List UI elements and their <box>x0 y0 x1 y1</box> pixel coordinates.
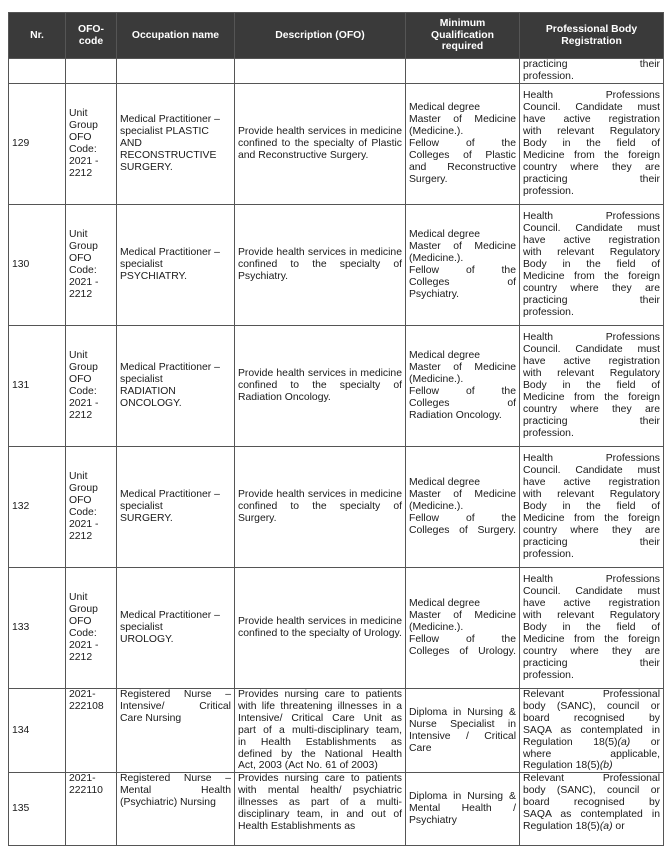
qualification-line: Colleges of <box>409 276 516 288</box>
qualification-line: Master of Medicine <box>409 489 516 501</box>
occupation-line: Registered Nurse – <box>120 689 231 700</box>
registration-line: Health Professions <box>523 332 660 344</box>
code-line: Unit <box>69 229 88 241</box>
registration-line: country where they are <box>523 282 660 294</box>
header-ofo-code: OFO- code <box>66 13 117 59</box>
code-line: Code: <box>69 265 97 276</box>
header-occupation-name: Occupation name <box>117 13 235 59</box>
cell-nr: 130 <box>9 205 66 326</box>
cell-occupation <box>117 326 235 447</box>
qualification-line: (Medicine.). <box>409 374 464 386</box>
registration-line: profession. <box>523 306 574 318</box>
cell-registration <box>520 568 664 689</box>
cell-description: Provide health services in medicine confined to the specialty of Psychiatry. <box>235 205 406 326</box>
cell-description <box>235 689 406 773</box>
registration-line: board recognised by <box>523 712 660 724</box>
registration-line: Body in the field of <box>523 259 660 271</box>
registration-line: Body in the field of <box>523 501 660 513</box>
code-line: Group <box>69 604 98 616</box>
cell-description: Provide health services in medicine confined to the specialty of Plastic and Reconstructive Surgery. <box>235 84 406 205</box>
registration-line: profession. <box>523 548 574 560</box>
registration-line: Regulation 18(5)(a) or <box>523 820 625 832</box>
header-professional-body: Professional Body Registration <box>520 13 664 59</box>
occupation-line: Medical Practitioner – <box>120 610 220 622</box>
description-line: with mental health/ psychiatric <box>238 785 402 797</box>
cell-occupation <box>117 689 235 773</box>
cell-registration <box>520 59 664 84</box>
table-row <box>9 773 664 846</box>
cell-nr: 132 <box>9 447 66 568</box>
registration-line: where applicable, <box>523 748 660 760</box>
registration-line: have active registration <box>523 477 660 489</box>
registration-line: have active registration <box>523 598 660 610</box>
description-line: defined by the National Health <box>238 748 402 760</box>
qualification-line: Fellow of the <box>409 512 516 524</box>
description-line: in Health Establishments as <box>238 736 402 748</box>
code-line: Group <box>69 483 98 495</box>
registration-line: Body in the field of <box>523 622 660 634</box>
qualification-line: Medical degree <box>409 102 481 114</box>
registration-line: profession. <box>523 185 574 197</box>
registration-line: country where they are <box>523 403 660 415</box>
code-line: Group <box>69 362 98 374</box>
description-line: with life threatening illnesses in a <box>238 700 402 712</box>
description-line: Provides nursing care to patients <box>238 773 402 785</box>
registration-line: Health Professions <box>523 211 660 223</box>
registration-line: Body in the field of <box>523 380 660 392</box>
code-line: 2212 <box>69 651 93 663</box>
qualification-line: Diploma in Nursing & <box>409 706 516 718</box>
code-line: 2021 - <box>69 518 99 530</box>
description-line: Act, 2003 (Act No. 61 of 2003) <box>238 760 378 772</box>
code-line: 2021 - <box>69 276 99 288</box>
registration-line: Council. Candidate must <box>523 465 660 477</box>
qualification-line: Nurse Specialist in <box>409 718 516 730</box>
code-line: 2212 <box>69 167 93 179</box>
cell-nr: 131 <box>9 326 66 447</box>
cell-code <box>66 84 117 205</box>
occupation-line: SURGERY. <box>120 512 173 524</box>
code-line: 2212 <box>69 288 93 300</box>
occupation-line: (Psychiatric) Nursing <box>120 797 216 809</box>
occupation-line: specialist PLASTIC <box>120 126 209 138</box>
cell-qualification <box>406 84 520 205</box>
cell-description: Provide health services in medicine confined to the specialty of Radiation Oncology. <box>235 326 406 447</box>
registration-line: practicing their <box>523 59 660 71</box>
header-row <box>9 13 664 59</box>
cell-code <box>66 773 117 846</box>
qualification-line: Care <box>409 742 432 754</box>
code-line: Unit <box>69 471 88 483</box>
registration-line: country where they are <box>523 161 660 173</box>
occupation-line: AND <box>120 138 142 150</box>
qualification-line: Intensive / Critical <box>409 730 516 742</box>
code-line: 2021- <box>69 689 96 700</box>
cell-qualification <box>406 326 520 447</box>
occupation-line: specialist <box>120 259 163 271</box>
registration-line: Relevant Professional <box>523 773 660 785</box>
description-line: Intensive/ Critical Care Unit as <box>238 712 402 724</box>
qualification-line: Mental Health / <box>409 803 516 815</box>
registration-line: Medicine from the foreign <box>523 512 660 524</box>
qualification-line: Colleges of <box>409 397 516 409</box>
cell-qualification <box>406 568 520 689</box>
qualification-line: Master of Medicine <box>409 610 516 622</box>
occupation-line: SURGERY. <box>120 161 173 173</box>
registration-line: Health Professions <box>523 574 660 586</box>
qualification-line: (Medicine.). <box>409 126 464 138</box>
qualification-line: Colleges of Urology. <box>409 645 516 657</box>
code-line: 2021 - <box>69 155 99 167</box>
registration-line: with relevant Regulatory <box>523 368 660 380</box>
registration-line: Relevant Professional <box>523 689 660 700</box>
occupation-line: PSYCHIATRY. <box>120 270 187 282</box>
registration-line: SAQA as contemplated in <box>523 724 660 736</box>
qualification-line: Radiation Oncology. <box>409 409 502 421</box>
cell-occupation <box>117 447 235 568</box>
header-description: Description (OFO) <box>235 13 406 59</box>
code-line: Code: <box>69 507 97 518</box>
table-row <box>9 205 664 326</box>
qualification-line: Psychiatry <box>409 815 457 827</box>
cell-qualification <box>406 205 520 326</box>
occupation-line: Medical Practitioner – <box>120 114 220 126</box>
occupation-line: ONCOLOGY. <box>120 397 182 409</box>
cell-registration <box>520 205 664 326</box>
cell-code <box>66 689 117 773</box>
table-row <box>9 447 664 568</box>
registration-line: Regulation 18(5)(b) <box>523 760 613 772</box>
registration-line: Council. Candidate must <box>523 102 660 114</box>
registration-line: practicing their <box>523 536 660 548</box>
registration-line: Council. Candidate must <box>523 344 660 356</box>
code-line: 222110 <box>69 785 103 797</box>
table-row <box>9 326 664 447</box>
registration-line: Regulation 18(5)(a) or <box>523 736 660 748</box>
code-line: Code: <box>69 386 97 397</box>
qualification-line: Colleges of Surgery. <box>409 524 516 536</box>
code-line: OFO <box>69 495 92 507</box>
registration-line: SAQA as contemplated in <box>523 809 660 821</box>
registration-line: Council. Candidate must <box>523 223 660 235</box>
continuation-row <box>9 59 664 84</box>
qualification-line: Medical degree <box>409 350 481 362</box>
occupation-line: RADIATION <box>120 386 176 397</box>
code-line: OFO <box>69 374 92 386</box>
qualification-line: Fellow of the <box>409 265 516 276</box>
qualification-line: Master of Medicine <box>409 241 516 253</box>
cell-nr: 133 <box>9 568 66 689</box>
code-line: 2021 - <box>69 639 99 651</box>
registration-line: have active registration <box>523 235 660 247</box>
cell-registration <box>520 447 664 568</box>
table-row <box>9 568 664 689</box>
registration-line: practicing their <box>523 657 660 669</box>
qualification-line: Fellow of the <box>409 386 516 397</box>
cell-occupation <box>117 205 235 326</box>
registration-line: body (SANC), council or <box>523 700 660 712</box>
cell-qualification <box>406 689 520 773</box>
registration-line: with relevant Regulatory <box>523 247 660 259</box>
code-line: 2021- <box>69 773 96 785</box>
description-line: disciplinary team, in and out of <box>238 809 402 821</box>
occupation-line: specialist <box>120 374 163 386</box>
registration-line: profession. <box>523 669 574 681</box>
registration-line: Medicine from the foreign <box>523 391 660 403</box>
qualification-line: Fellow of the <box>409 138 516 150</box>
cell-code <box>66 59 117 84</box>
cell-nr: 134 <box>9 689 66 773</box>
cell-nr: 129 <box>9 84 66 205</box>
header-nr: Nr. <box>9 13 66 59</box>
cell-qualification <box>406 447 520 568</box>
qualification-line: Colleges of Plastic <box>409 149 516 161</box>
code-line: 2212 <box>69 409 93 421</box>
qualification-line: Fellow of the <box>409 633 516 645</box>
qualification-line: Diploma in Nursing & <box>409 791 516 803</box>
occupation-line: specialist <box>120 501 163 513</box>
occupation-line: Registered Nurse – <box>120 773 231 785</box>
registration-line: body (SANC), council or <box>523 785 660 797</box>
cell-occupation <box>117 773 235 846</box>
cell-nr <box>9 59 66 84</box>
qualification-line: (Medicine.). <box>409 253 464 265</box>
qualification-line: (Medicine.). <box>409 622 464 634</box>
code-line: 222108 <box>69 700 104 712</box>
cell-code <box>66 447 117 568</box>
cell-code <box>66 326 117 447</box>
occupation-line: specialist <box>120 622 163 634</box>
occupation-line: Medical Practitioner – <box>120 489 220 501</box>
code-line: Group <box>69 120 98 132</box>
cell-occupation <box>117 59 235 84</box>
code-line: OFO <box>69 616 92 628</box>
qualification-line: Medical degree <box>409 229 481 241</box>
occupation-line: RECONSTRUCTIVE <box>120 149 217 161</box>
registration-line: practicing their <box>523 415 660 427</box>
cell-registration <box>520 326 664 447</box>
occupation-table <box>8 12 664 846</box>
registration-line: profession. <box>523 427 574 439</box>
qualification-line: Master of Medicine <box>409 114 516 126</box>
cell-description <box>235 773 406 846</box>
table-row <box>9 689 664 773</box>
registration-line: profession. <box>523 71 574 82</box>
table-row <box>9 84 664 205</box>
registration-line: Body in the field of <box>523 138 660 150</box>
registration-line: practicing their <box>523 173 660 185</box>
code-line: Group <box>69 241 98 253</box>
registration-line: Medicine from the foreign <box>523 149 660 161</box>
registration-line: with relevant Regulatory <box>523 126 660 138</box>
code-line: 2212 <box>69 530 93 542</box>
code-line: OFO <box>69 132 92 144</box>
registration-line: with relevant Regulatory <box>523 610 660 622</box>
occupation-line: Intensive/ Critical <box>120 700 231 712</box>
occupation-line: Care Nursing <box>120 712 182 724</box>
cell-description <box>235 59 406 84</box>
qualification-line: Surgery. <box>409 173 448 185</box>
cell-nr: 135 <box>9 773 66 846</box>
occupation-line: UROLOGY. <box>120 633 174 645</box>
registration-line: have active registration <box>523 114 660 126</box>
registration-line: practicing their <box>523 294 660 306</box>
occupation-line: Medical Practitioner – <box>120 247 220 259</box>
code-line: Code: <box>69 628 97 639</box>
cell-registration <box>520 773 664 846</box>
description-line: Health Establishments as <box>238 820 356 832</box>
occupation-line: Mental Health <box>120 785 231 797</box>
registration-line: Council. Candidate must <box>523 586 660 598</box>
registration-line: have active registration <box>523 356 660 368</box>
cell-code <box>66 205 117 326</box>
qualification-line: Master of Medicine <box>409 362 516 374</box>
description-line: illnesses as part of a multi- <box>238 797 402 809</box>
cell-description: Provide health services in medicine confined to the specialty of Urology. <box>235 568 406 689</box>
code-line: Code: <box>69 144 97 155</box>
registration-line: board recognised by <box>523 797 660 809</box>
description-line: Provides nursing care to patients <box>238 689 402 700</box>
qualification-line: Medical degree <box>409 598 481 610</box>
qualification-line: (Medicine.). <box>409 501 464 513</box>
cell-description: Provide health services in medicine confined to the specialty of Surgery. <box>235 447 406 568</box>
description-line: part of a multi-disciplinary team, <box>238 724 402 736</box>
cell-occupation <box>117 568 235 689</box>
registration-line: Medicine from the foreign <box>523 270 660 282</box>
cell-qualification <box>406 773 520 846</box>
registration-line: Health Professions <box>523 453 660 465</box>
cell-code <box>66 568 117 689</box>
registration-line: Health Professions <box>523 90 660 102</box>
occupation-line: Medical Practitioner – <box>120 362 220 374</box>
registration-line: country where they are <box>523 524 660 536</box>
code-line: OFO <box>69 253 92 265</box>
cell-occupation <box>117 84 235 205</box>
code-line: Unit <box>69 108 88 120</box>
registration-line: with relevant Regulatory <box>523 489 660 501</box>
code-line: Unit <box>69 350 88 362</box>
qualification-line: Psychiatry. <box>409 288 460 300</box>
code-line: Unit <box>69 592 88 604</box>
header-min-qualification: Minimum Qualification required <box>406 13 520 59</box>
qualification-line: Medical degree <box>409 477 481 489</box>
cell-qualification <box>406 59 520 84</box>
qualification-line: and Reconstructive <box>409 161 516 173</box>
cell-registration <box>520 689 664 773</box>
registration-line: Medicine from the foreign <box>523 633 660 645</box>
registration-line: country where they are <box>523 645 660 657</box>
page-footer-mark <box>48 858 78 864</box>
cell-registration <box>520 84 664 205</box>
code-line: 2021 - <box>69 397 99 409</box>
